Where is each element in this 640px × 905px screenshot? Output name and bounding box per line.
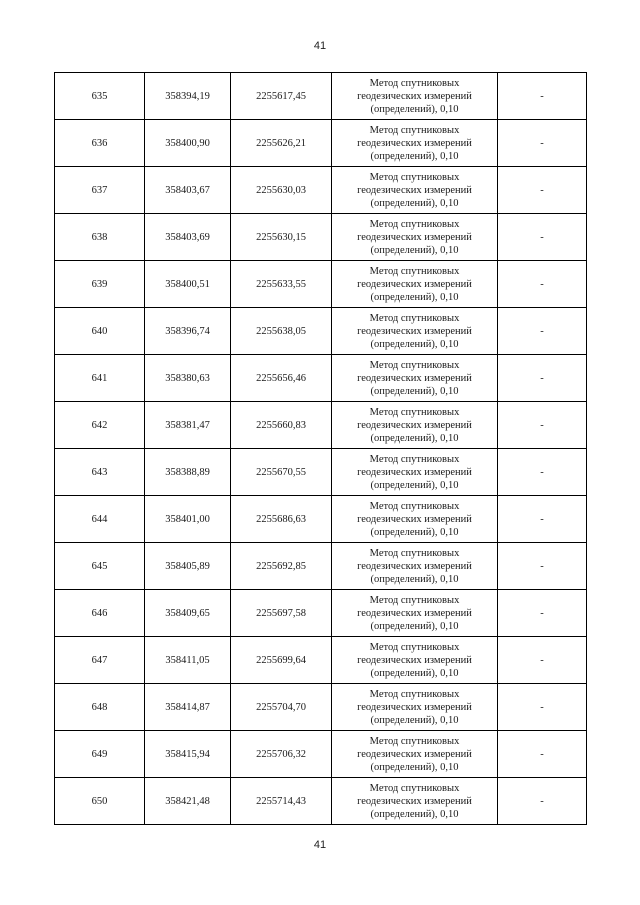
method-line: Метод спутниковых — [369, 124, 460, 136]
table-row — [55, 496, 587, 543]
method-cell — [332, 496, 498, 543]
method-line: геодезических измерений — [357, 137, 472, 149]
y-coordinate-cell: 2255699,64 — [231, 637, 332, 684]
method-cell — [332, 308, 498, 355]
y-coordinate-cell: 2255714,43 — [231, 778, 332, 825]
method-line: (определений), 0,10 — [370, 150, 459, 162]
note-cell: - — [498, 778, 587, 825]
method-cell — [332, 590, 498, 637]
note-cell: - — [498, 402, 587, 449]
method-cell — [332, 214, 498, 261]
point-number-cell: 646 — [55, 590, 145, 637]
method-line: геодезических измерений — [357, 748, 472, 760]
method-line: (определений), 0,10 — [370, 432, 459, 444]
coordinates-table-body — [55, 73, 587, 825]
method-cell — [332, 449, 498, 496]
y-coordinate-cell: 2255670,55 — [231, 449, 332, 496]
note-cell: - — [498, 731, 587, 778]
x-coordinate-cell: 358400,51 — [145, 261, 231, 308]
x-coordinate-cell: 358405,89 — [145, 543, 231, 590]
method-line: Метод спутниковых — [369, 171, 460, 183]
note-cell: - — [498, 355, 587, 402]
note-cell: - — [498, 684, 587, 731]
coordinates-table — [54, 72, 587, 825]
x-coordinate-cell: 358380,63 — [145, 355, 231, 402]
method-line: Метод спутниковых — [369, 359, 460, 371]
method-line: Метод спутниковых — [369, 500, 460, 512]
method-cell — [332, 402, 498, 449]
method-line: Метод спутниковых — [369, 312, 460, 324]
method-line: геодезических измерений — [357, 466, 472, 478]
table-row — [55, 73, 587, 120]
method-line: Метод спутниковых — [369, 594, 460, 606]
table-row — [55, 167, 587, 214]
method-cell — [332, 684, 498, 731]
table-row — [55, 261, 587, 308]
method-line: геодезических измерений — [357, 90, 472, 102]
y-coordinate-cell: 2255630,03 — [231, 167, 332, 214]
x-coordinate-cell: 358396,74 — [145, 308, 231, 355]
point-number-cell: 644 — [55, 496, 145, 543]
method-cell — [332, 637, 498, 684]
note-cell: - — [498, 167, 587, 214]
method-line: (определений), 0,10 — [370, 667, 459, 679]
table-row — [55, 402, 587, 449]
method-line: геодезических измерений — [357, 560, 472, 572]
table-row — [55, 590, 587, 637]
note-cell: - — [498, 637, 587, 684]
x-coordinate-cell: 358394,19 — [145, 73, 231, 120]
method-line: Метод спутниковых — [369, 782, 460, 794]
x-coordinate-cell: 358403,67 — [145, 167, 231, 214]
point-number-cell: 645 — [55, 543, 145, 590]
method-line: Метод спутниковых — [369, 547, 460, 559]
y-coordinate-cell: 2255660,83 — [231, 402, 332, 449]
point-number-cell: 648 — [55, 684, 145, 731]
x-coordinate-cell: 358409,65 — [145, 590, 231, 637]
x-coordinate-cell: 358381,47 — [145, 402, 231, 449]
method-line: геодезических измерений — [357, 231, 472, 243]
x-coordinate-cell: 358411,05 — [145, 637, 231, 684]
table-row — [55, 214, 587, 261]
y-coordinate-cell: 2255656,46 — [231, 355, 332, 402]
method-line: Метод спутниковых — [369, 453, 460, 465]
note-cell: - — [498, 543, 587, 590]
y-coordinate-cell: 2255704,70 — [231, 684, 332, 731]
table-row — [55, 543, 587, 590]
y-coordinate-cell: 2255638,05 — [231, 308, 332, 355]
note-cell: - — [498, 590, 587, 637]
x-coordinate-cell: 358403,69 — [145, 214, 231, 261]
y-coordinate-cell: 2255686,63 — [231, 496, 332, 543]
method-cell — [332, 73, 498, 120]
page-number-bottom: 41 — [313, 839, 327, 851]
table-row — [55, 449, 587, 496]
y-coordinate-cell: 2255617,45 — [231, 73, 332, 120]
method-line: геодезических измерений — [357, 607, 472, 619]
method-line: Метод спутниковых — [369, 641, 460, 653]
point-number-cell: 638 — [55, 214, 145, 261]
x-coordinate-cell: 358388,89 — [145, 449, 231, 496]
x-coordinate-cell: 358401,00 — [145, 496, 231, 543]
method-line: (определений), 0,10 — [370, 197, 459, 209]
note-cell: - — [498, 308, 587, 355]
method-line: (определений), 0,10 — [370, 714, 459, 726]
point-number-cell: 637 — [55, 167, 145, 214]
method-line: Метод спутниковых — [369, 688, 460, 700]
method-line: геодезических измерений — [357, 372, 472, 384]
y-coordinate-cell: 2255630,15 — [231, 214, 332, 261]
method-line: (определений), 0,10 — [370, 479, 459, 491]
method-line: (определений), 0,10 — [370, 291, 459, 303]
page-number-top: 41 — [313, 40, 327, 52]
method-line: Метод спутниковых — [369, 265, 460, 277]
note-cell: - — [498, 214, 587, 261]
method-line: (определений), 0,10 — [370, 385, 459, 397]
point-number-cell: 639 — [55, 261, 145, 308]
point-number-cell: 640 — [55, 308, 145, 355]
method-line: (определений), 0,10 — [370, 244, 459, 256]
method-cell — [332, 120, 498, 167]
method-cell — [332, 731, 498, 778]
note-cell: - — [498, 449, 587, 496]
method-line: геодезических измерений — [357, 184, 472, 196]
method-line: (определений), 0,10 — [370, 808, 459, 820]
x-coordinate-cell: 358415,94 — [145, 731, 231, 778]
note-cell: - — [498, 496, 587, 543]
point-number-cell: 647 — [55, 637, 145, 684]
method-line: геодезических измерений — [357, 419, 472, 431]
method-cell — [332, 261, 498, 308]
y-coordinate-cell: 2255697,58 — [231, 590, 332, 637]
method-line: (определений), 0,10 — [370, 338, 459, 350]
table-row — [55, 308, 587, 355]
y-coordinate-cell: 2255633,55 — [231, 261, 332, 308]
method-line: Метод спутниковых — [369, 406, 460, 418]
method-cell — [332, 167, 498, 214]
method-line: геодезических измерений — [357, 325, 472, 337]
method-line: геодезических измерений — [357, 513, 472, 525]
note-cell: - — [498, 120, 587, 167]
method-line: (определений), 0,10 — [370, 573, 459, 585]
table-row — [55, 120, 587, 167]
point-number-cell: 642 — [55, 402, 145, 449]
method-line: Метод спутниковых — [369, 77, 460, 89]
x-coordinate-cell: 358414,87 — [145, 684, 231, 731]
y-coordinate-cell: 2255626,21 — [231, 120, 332, 167]
method-cell — [332, 778, 498, 825]
method-line: геодезических измерений — [357, 701, 472, 713]
method-line: геодезических измерений — [357, 654, 472, 666]
method-line: (определений), 0,10 — [370, 761, 459, 773]
method-line: (определений), 0,10 — [370, 103, 459, 115]
point-number-cell: 636 — [55, 120, 145, 167]
table-row — [55, 731, 587, 778]
point-number-cell: 650 — [55, 778, 145, 825]
table-row — [55, 355, 587, 402]
method-line: (определений), 0,10 — [370, 620, 459, 632]
method-line: Метод спутниковых — [369, 735, 460, 747]
point-number-cell: 635 — [55, 73, 145, 120]
method-line: (определений), 0,10 — [370, 526, 459, 538]
y-coordinate-cell: 2255692,85 — [231, 543, 332, 590]
method-cell — [332, 355, 498, 402]
y-coordinate-cell: 2255706,32 — [231, 731, 332, 778]
note-cell: - — [498, 73, 587, 120]
note-cell: - — [498, 261, 587, 308]
table-row — [55, 684, 587, 731]
point-number-cell: 641 — [55, 355, 145, 402]
point-number-cell: 649 — [55, 731, 145, 778]
method-line: геодезических измерений — [357, 795, 472, 807]
method-line: Метод спутниковых — [369, 218, 460, 230]
method-line: геодезических измерений — [357, 278, 472, 290]
table-row — [55, 637, 587, 684]
x-coordinate-cell: 358421,48 — [145, 778, 231, 825]
point-number-cell: 643 — [55, 449, 145, 496]
x-coordinate-cell: 358400,90 — [145, 120, 231, 167]
method-cell — [332, 543, 498, 590]
table-row — [55, 778, 587, 825]
